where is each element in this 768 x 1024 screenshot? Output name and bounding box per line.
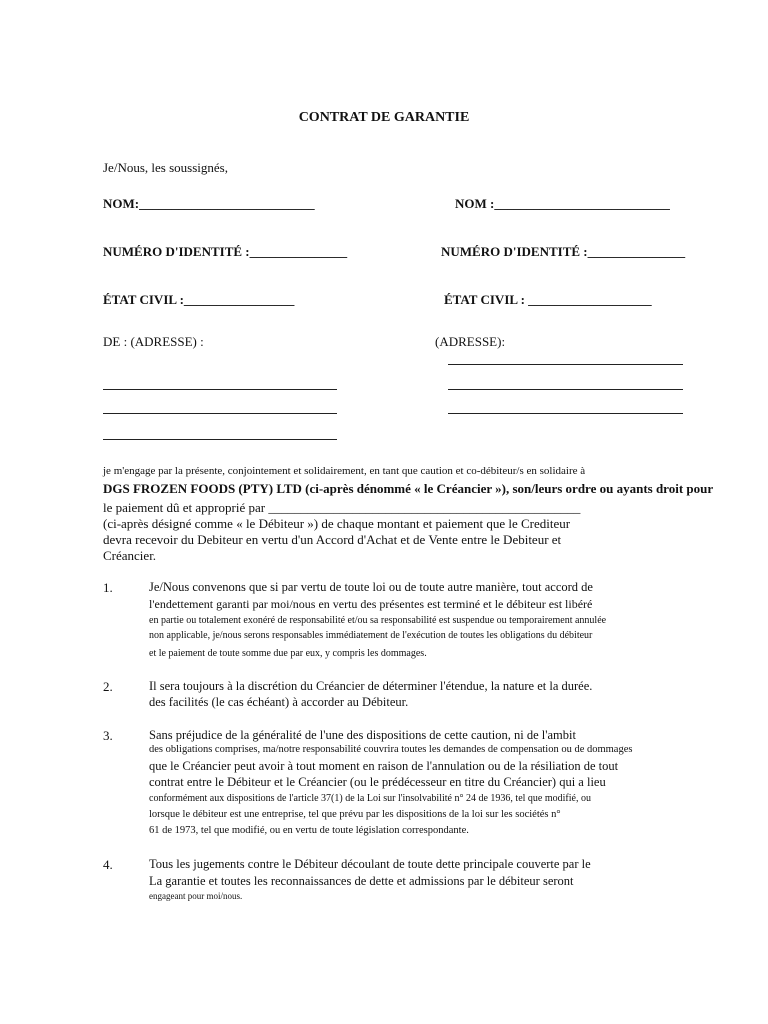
clause-3-line-2: des obligations comprises, ma/notre responsabilité couvrira toutes les demandes de compensation ou de dommages <box>149 744 633 755</box>
engagement-debtor-field[interactable]: le paiement dû et approprié par ________________________________________________ <box>103 500 581 515</box>
clause-4-line-1: Tous les jugements contre le Débiteur découlant de toute dette principale couverte par le <box>149 857 591 871</box>
etat-civil-field-left[interactable]: ÉTAT CIVIL :_________________ <box>103 292 295 307</box>
engagement-line-4: (ci-après désigné comme « le Débiteur ») de chaque montant et paiement que le Crediteur <box>103 516 571 531</box>
clause-4-line-3: engageant pour moi/nous. <box>149 891 243 901</box>
nom-field-left[interactable]: NOM:___________________________ <box>103 196 315 211</box>
etat-civil-field-right[interactable]: ÉTAT CIVIL : ___________________ <box>444 292 652 307</box>
clause-number: 1. <box>103 580 113 595</box>
address-line-right-1[interactable] <box>448 364 683 365</box>
address-label-right: (ADRESSE): <box>435 334 506 349</box>
engagement-line-5: devra recevoir du Debiteur en vertu d'un Accord d'Achat et de Vente entre le Debiteur et <box>103 532 562 547</box>
address-label-left: DE : (ADRESSE) : <box>103 334 204 349</box>
engagement-creditor-line: DGS FROZEN FOODS (PTY) LTD (ci-après dénommé « le Créancier »), son/leurs ordre ou ayants droit pour <box>103 481 714 496</box>
address-line-right-2[interactable] <box>448 389 683 390</box>
address-line-right-3[interactable] <box>448 413 683 414</box>
engagement-line-1: je m'engage par la présente, conjointement et solidairement, en tant que caution et co-débiteur/s en solidaire à <box>103 465 586 477</box>
clause-3-line-6: lorsque le débiteur est une entreprise, tel que prévu par les dispositions de la loi sur les sociétés n° <box>149 809 561 820</box>
document-title: CONTRAT DE GARANTIE <box>298 110 470 125</box>
id-field-right[interactable]: NUMÉRO D'IDENTITÉ :_______________ <box>441 244 686 259</box>
engagement-line-6: Créancier. <box>103 548 157 563</box>
id-field-left[interactable]: NUMÉRO D'IDENTITÉ :_______________ <box>103 244 348 259</box>
address-line-left-2[interactable] <box>103 413 337 414</box>
clause-2-line-2: des facilités (le cas échéant) à accorder au Débiteur. <box>149 695 409 709</box>
address-line-left-1[interactable] <box>103 389 337 390</box>
clause-1-line-2: l'endettement garanti par moi/nous en vertu des présentes est terminé et le débiteur est libéré <box>149 597 593 611</box>
clause-1-line-5: et le paiement de toute somme due par eux, y compris les dommages. <box>149 648 427 659</box>
intro-text: Je/Nous, les soussignés, <box>103 160 228 175</box>
clause-4-line-2: La garantie et toutes les reconnaissances de dette et admissions par le débiteur seront <box>149 874 574 888</box>
clause-2-line-1: Il sera toujours à la discrétion du Créancier de déterminer l'étendue, la nature et la durée. <box>149 679 593 693</box>
nom-field-right[interactable]: NOM :___________________________ <box>455 196 670 211</box>
clause-1-line-4: non applicable, je/nous serons responsables immédiatement de l'exécution de toutes les obligations du débiteur <box>149 630 593 641</box>
clause-3-line-3: que le Créancier peut avoir à tout moment en raison de l'annulation ou de la résiliation de tout <box>149 759 619 773</box>
clause-number: 2. <box>103 679 113 694</box>
address-line-left-3[interactable] <box>103 439 337 440</box>
clause-1-line-3: en partie ou totalement exonéré de responsabilité et/ou sa responsabilité est suspendue ou temporairement annulée <box>149 615 607 626</box>
clause-3-line-7: 61 de 1973, tel que modifié, ou en vertu de toute législation correspondante. <box>149 825 469 836</box>
clause-3-line-1: Sans préjudice de la généralité de l'une des dispositions de cette caution, ni de l'ambit <box>149 728 576 742</box>
clause-3-line-4: contrat entre le Débiteur et le Créancier (ou le prédécesseur en titre du Créancier) qui a lieu <box>149 775 606 789</box>
clause-3-line-5: conformément aux dispositions de l'article 37(1) de la Loi sur l'insolvabilité n° 24 de 1936, tel que modifié, ou <box>149 793 591 804</box>
clause-number: 3. <box>103 728 113 743</box>
clause-number: 4. <box>103 857 113 872</box>
clause-1-line-1: Je/Nous convenons que si par vertu de toute loi ou de toute autre manière, tout accord de <box>149 580 593 594</box>
